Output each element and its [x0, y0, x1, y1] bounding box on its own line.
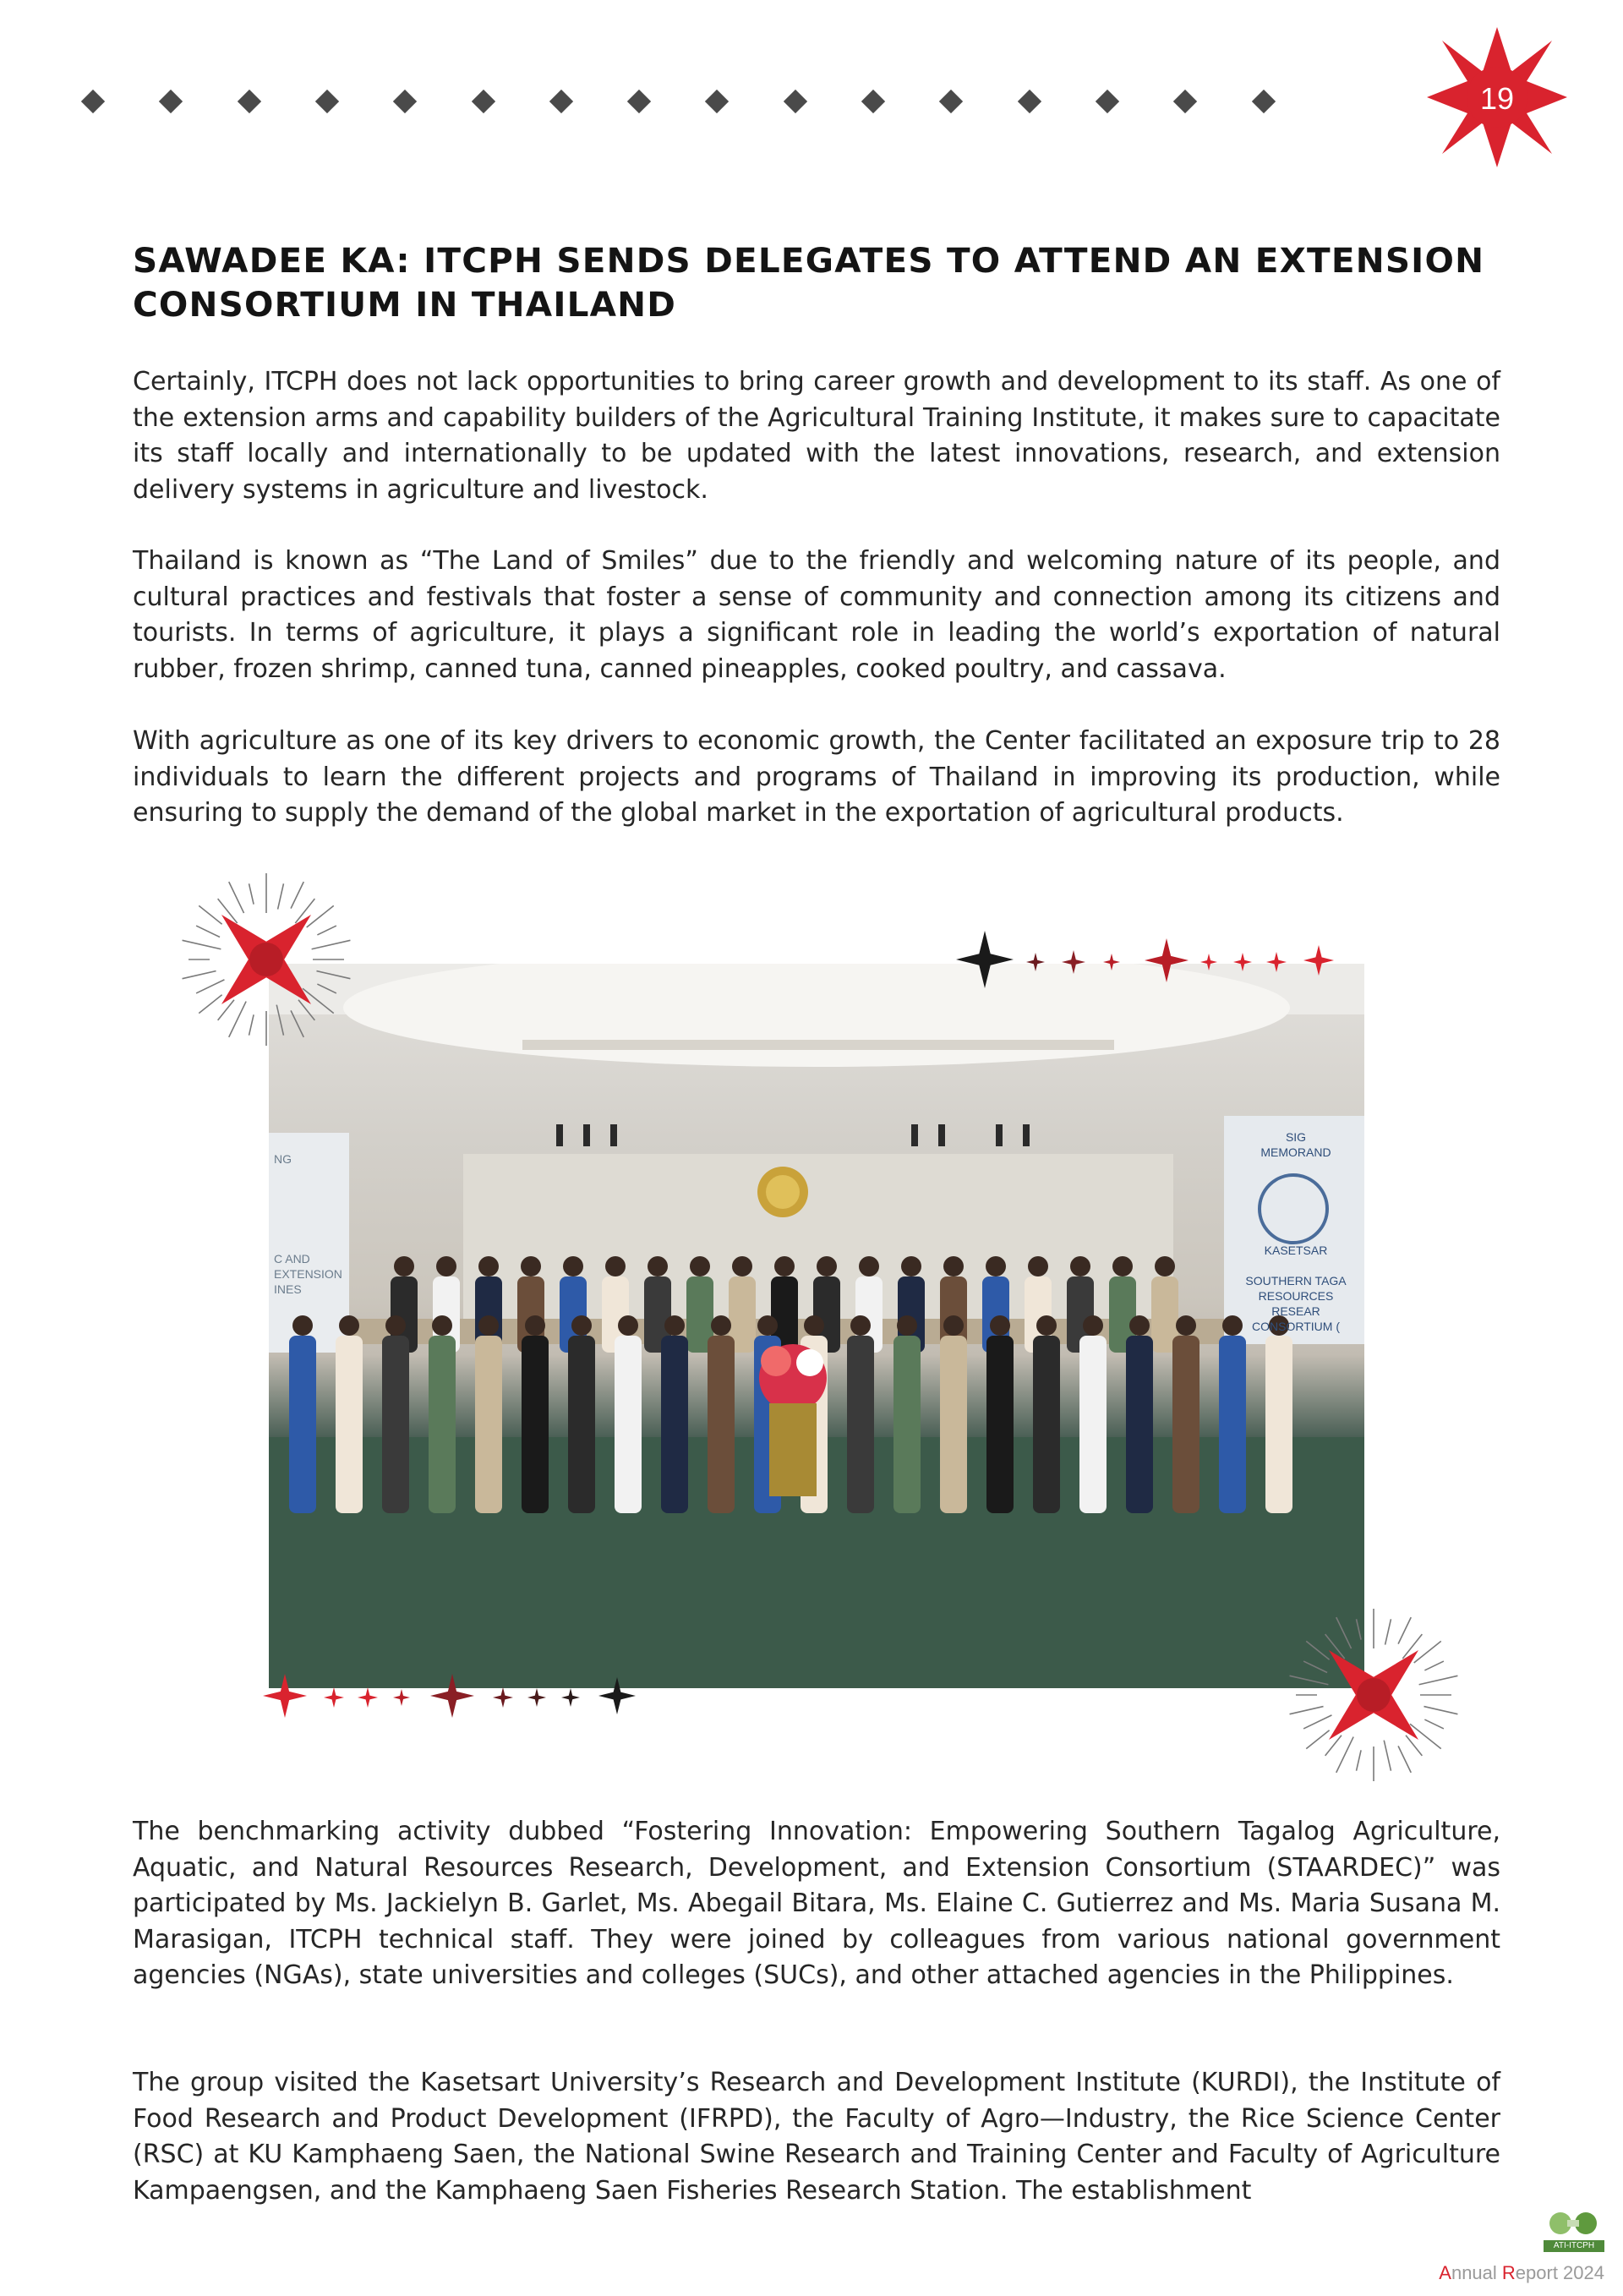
decorative-star — [1266, 952, 1287, 972]
decorative-star — [358, 1687, 378, 1708]
person-head — [817, 1256, 837, 1276]
person — [661, 1336, 688, 1513]
decorative-diamond — [627, 90, 651, 113]
decorative-diamond — [81, 90, 105, 113]
decorative-diamond — [1096, 90, 1119, 113]
person-head — [664, 1315, 685, 1336]
person — [429, 1336, 456, 1513]
decorative-diamond — [471, 90, 495, 113]
decorative-diamond-row — [85, 88, 1285, 113]
article-paragraph-3: With agriculture as one of its key drivers to economic growth, the Center facilitated an exposure trip to 28 individuals to learn the different projects and programs of Thailand in improving its production, while ensuring to supply the demand of the global market in the exportation of agricultural products. — [133, 726, 1500, 828]
person-head — [1155, 1256, 1175, 1276]
person-head — [618, 1315, 638, 1336]
decorative-diamond — [784, 90, 807, 113]
person — [382, 1336, 409, 1513]
decorative-star — [430, 1674, 474, 1718]
person — [893, 1336, 921, 1513]
decorative-star-row-top — [947, 930, 1344, 989]
article-paragraph-2: Thailand is known as “The Land of Smiles” due to the friendly and welcoming nature of its people, and cultural practices and festivals that foster a sense of community and connection among its citizens and tourists. In terms of agriculture, it plays a significant role in leading the world’s exportation of natural rubber, frozen shrimp, canned tuna, canned pineapples, cooked poultry, and cassava. — [133, 546, 1500, 684]
person — [1172, 1336, 1199, 1513]
person-head — [1028, 1256, 1048, 1276]
decorative-diamond — [1017, 90, 1041, 113]
person-head — [897, 1315, 917, 1336]
person-head — [1070, 1256, 1090, 1276]
person-head — [990, 1315, 1010, 1336]
decorative-diamond — [939, 90, 963, 113]
person-head — [292, 1315, 313, 1336]
decorative-star — [956, 931, 1014, 988]
person-head — [432, 1315, 452, 1336]
decorative-star — [1200, 954, 1217, 970]
article-title: SAWADEE KA: ITCPH SENDS DELEGATES TO ATTEND AN EXTENSION CONSORTIUM IN THAILAND — [133, 240, 1485, 325]
decorative-star — [1026, 953, 1045, 971]
person — [475, 1336, 502, 1513]
person-head — [1176, 1315, 1196, 1336]
person-head — [804, 1315, 824, 1336]
person-head — [943, 1256, 964, 1276]
ati-itcph-logo: ATI-ITCPH — [1544, 2210, 1604, 2252]
decorative-diamond — [159, 90, 183, 113]
decorative-star — [561, 1688, 580, 1707]
person-head — [394, 1256, 414, 1276]
person-head — [385, 1315, 406, 1336]
decorative-star — [598, 1677, 636, 1714]
article-paragraph-1: Certainly, ITCPH does not lack opportunities to bring career growth and development to its staff. As one of the extension arms and capability builders of the Agricultural Training Institute, it makes sure to capacitate its staff locally and internationally to be updated with the latest innovations, research, and extension delivery systems in agriculture and livestock. — [133, 367, 1500, 505]
person-head — [943, 1315, 964, 1336]
article-paragraph-4: The benchmarking activity dubbed “Fostering Innovation: Empowering Southern Tagalog Agriculture, Aquatic, and Natural Resources Research, Development, and Extension Consortium (STAARDEC)” was participated by Ms. Jackielyn B. Garlet, Ms. Abegail Bitara, Ms. Elaine C. Gutierrez and Ms. Maria Susana M. Marasigan, ITCPH technical staff. They were joined by colleagues from various national government agencies (NGAs), state universities and colleges (SUCs), and other attached agencies in the Philippines. — [133, 1817, 1500, 1990]
decorative-star — [527, 1688, 546, 1707]
decorative-star — [493, 1687, 513, 1708]
decorative-star — [1103, 954, 1120, 970]
person — [940, 1336, 967, 1513]
decorative-diamond — [861, 90, 885, 113]
person-head — [525, 1315, 545, 1336]
person — [1265, 1336, 1292, 1513]
person-head — [1129, 1315, 1150, 1336]
decorative-burst-bottom-right — [1285, 1606, 1462, 1784]
person — [615, 1336, 642, 1513]
decorative-diamond — [1173, 90, 1197, 113]
person-head — [850, 1315, 871, 1336]
person-head — [986, 1256, 1006, 1276]
person-head — [478, 1256, 499, 1276]
person-head — [859, 1256, 879, 1276]
decorative-star — [324, 1687, 344, 1708]
footer-annual-report: Annual Report 2024 — [1439, 2262, 1604, 2283]
person — [1079, 1336, 1107, 1513]
person-head — [732, 1256, 752, 1276]
person — [568, 1336, 595, 1513]
person-head — [436, 1256, 456, 1276]
person-head — [605, 1256, 626, 1276]
person-head — [1036, 1315, 1057, 1336]
decorative-diamond — [393, 90, 417, 113]
group-photo — [269, 964, 1364, 1688]
decorative-burst-top-left — [178, 871, 355, 1048]
person-head — [711, 1315, 731, 1336]
decorative-diamond — [315, 90, 339, 113]
person-head — [478, 1315, 499, 1336]
decorative-diamond — [705, 90, 729, 113]
decorative-diamond — [549, 90, 573, 113]
person — [1126, 1336, 1153, 1513]
person-head — [901, 1256, 921, 1276]
person — [986, 1336, 1014, 1513]
person-head — [571, 1315, 592, 1336]
decorative-star — [1145, 938, 1189, 982]
person-head — [521, 1256, 541, 1276]
person — [1033, 1336, 1060, 1513]
person — [289, 1336, 316, 1513]
person — [847, 1336, 874, 1513]
decorative-star — [1233, 953, 1252, 971]
decorative-star — [1062, 950, 1085, 974]
decorative-diamond — [1251, 90, 1275, 113]
person-head — [757, 1315, 778, 1336]
person — [336, 1336, 363, 1513]
person-head — [563, 1256, 583, 1276]
person-head — [1112, 1256, 1133, 1276]
screen-right-text: SIG MEMORAND KASETSAR SOUTHERN TAGA RESOURCES RESEAR CONSORTIUM ( — [1245, 1130, 1347, 1333]
page-number: 19 — [1479, 81, 1515, 116]
person-head — [690, 1256, 710, 1276]
person-head — [1083, 1315, 1103, 1336]
article-paragraph-5: The group visited the Kasetsart University’s Research and Development Institute (KURDI), the Institute of Food Research and Product Development (IFRPD), the Faculty of Agro—Industry, the Rice Science Center (RSC) at KU Kamphaeng Saen, the National Swine Research and Training Center and Faculty of Agriculture Kampaengsen, and the Kamphaeng Saen Fisheries Research Station. The establishment — [133, 2068, 1500, 2206]
person-head — [339, 1315, 359, 1336]
decorative-star — [263, 1674, 307, 1718]
decorative-star — [1303, 945, 1334, 976]
person-head — [648, 1256, 668, 1276]
decorative-star — [393, 1689, 410, 1706]
person — [1219, 1336, 1246, 1513]
person-head — [774, 1256, 795, 1276]
decorative-diamond — [237, 90, 260, 113]
person — [708, 1336, 735, 1513]
decorative-star-row-bottom — [258, 1665, 655, 1725]
person — [522, 1336, 549, 1513]
screen-left-text: NG C AND EXTENSION INES — [274, 1152, 342, 1296]
